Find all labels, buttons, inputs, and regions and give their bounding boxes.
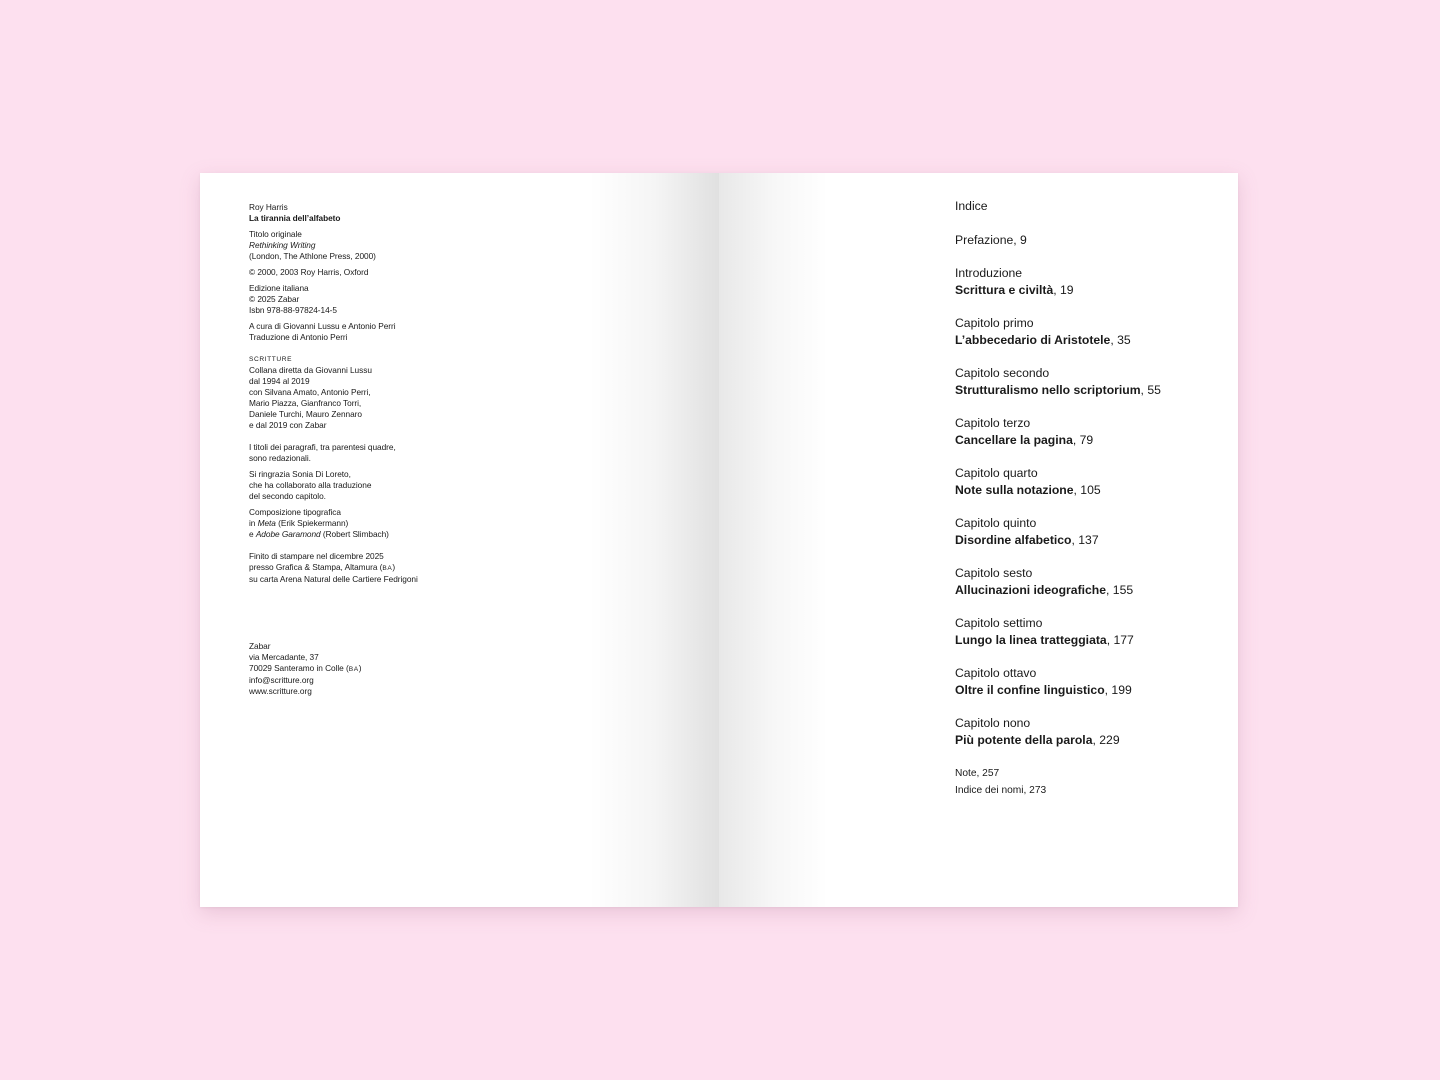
- chapter-label: Capitolo quinto: [955, 516, 1037, 530]
- colophon-text: [249, 202, 489, 696]
- toc-entry: [955, 715, 1215, 748]
- left-page-colophon: [200, 173, 719, 907]
- chapter-title: Allucinazioni ideografiche: [955, 582, 1107, 597]
- series-line: Mario Piazza, Gianfranco Torri,: [249, 398, 362, 408]
- thanks-line: del secondo capitolo.: [249, 491, 326, 501]
- chapter-label: Capitolo sesto: [955, 566, 1033, 580]
- series-line: Daniele Turchi, Mauro Zennaro: [249, 409, 362, 419]
- chapter-page: , 105: [1073, 482, 1101, 497]
- toc-entry: [955, 615, 1215, 648]
- toc-entry: [955, 465, 1215, 498]
- copyright-original-block: [249, 267, 489, 278]
- index-heading: Indice: [955, 199, 988, 213]
- typesetting-font-line: [249, 529, 489, 540]
- typesetting-label: Composizione tipografica: [249, 507, 341, 517]
- notes-entry: Note, 257: [955, 768, 1000, 779]
- province-code: BA: [348, 666, 359, 673]
- chapter-title-line: [955, 682, 1215, 699]
- original-title-label: Titolo originale: [249, 229, 302, 239]
- chapter-title-line: [955, 532, 1215, 549]
- chapter-title: L’abbecedario di Aristotele: [955, 332, 1111, 347]
- toc-entry: [955, 515, 1215, 548]
- typesetting-font-line: [249, 518, 489, 529]
- curators: A cura di Giovanni Lussu e Antonio Perri: [249, 321, 396, 331]
- series-line: con Silvana Amato, Antonio Perri,: [249, 387, 371, 397]
- printing-block: [249, 551, 489, 585]
- chapter-label: Capitolo primo: [955, 316, 1034, 330]
- chapter-title: Note sulla notazione: [955, 482, 1074, 497]
- chapter-page: , 229: [1092, 732, 1120, 747]
- chapter-label: Capitolo terzo: [955, 416, 1031, 430]
- toc-entry: [955, 315, 1215, 348]
- chapter-title-line: [955, 582, 1215, 599]
- printing-place: [249, 562, 489, 574]
- credits-block: [249, 321, 489, 343]
- original-title-block: [249, 229, 489, 262]
- series-line: dal 1994 al 2019: [249, 376, 310, 386]
- toc-entry: [955, 265, 1215, 298]
- chapter-label: Capitolo ottavo: [955, 666, 1037, 680]
- publisher-address: [249, 641, 361, 697]
- publisher-website: www.scritture.org: [249, 686, 312, 696]
- toc-entry: [955, 665, 1215, 698]
- city-text: 70029 Santeramo in Colle (: [249, 663, 349, 673]
- chapter-page: , 177: [1106, 632, 1134, 647]
- chapter-page: , 137: [1071, 532, 1099, 547]
- font-designer: (Erik Spiekermann): [275, 518, 349, 528]
- name-index-entry: Indice dei nomi, 273: [955, 785, 1047, 796]
- series-name: SCRITTURE: [249, 356, 293, 363]
- chapter-label: Capitolo quarto: [955, 466, 1038, 480]
- chapter-title-line: [955, 482, 1215, 499]
- author-title-block: [249, 202, 489, 224]
- chapter-label: Capitolo nono: [955, 716, 1031, 730]
- chapter-page: , 155: [1106, 582, 1134, 597]
- editorial-note-line: I titoli dei paragrafi, tra parentesi quadre,: [249, 442, 396, 452]
- chapter-title: Più potente della parola: [955, 732, 1093, 747]
- series-line: e dal 2019 con Zabar: [249, 420, 327, 430]
- closing-paren: ): [392, 562, 396, 572]
- back-matter: [955, 765, 1215, 799]
- publisher-street: via Mercadante, 37: [249, 652, 319, 662]
- isbn: Isbn 978-88-97824-14-5: [249, 305, 337, 315]
- chapter-page: , 199: [1104, 682, 1132, 697]
- typesetting-block: [249, 507, 489, 540]
- printing-place-text: presso Grafica & Stampa, Altamura (: [249, 562, 383, 572]
- copyright-original: © 2000, 2003 Roy Harris, Oxford: [249, 267, 369, 277]
- table-of-contents: [955, 198, 1215, 799]
- font-name-garamond: Adobe Garamond: [255, 529, 321, 539]
- series-block: [249, 354, 489, 431]
- chapter-title-line: [955, 282, 1215, 299]
- chapter-title-line: [955, 632, 1215, 649]
- thanks-line: che ha collaborato alla traduzione: [249, 480, 372, 490]
- chapter-page: , 19: [1053, 282, 1074, 297]
- publisher-email: info@scritture.org: [249, 675, 314, 685]
- publisher-name: Zabar: [249, 641, 271, 651]
- gutter-shadow: [589, 173, 719, 907]
- original-publisher: (London, The Athlone Press, 2000): [249, 251, 376, 261]
- italian-edition-block: [249, 283, 489, 316]
- italian-edition-label: Edizione italiana: [249, 283, 309, 293]
- gutter-shadow: [719, 173, 829, 907]
- toc-entry-preface: [955, 232, 1215, 249]
- preface-entry: Prefazione, 9: [955, 232, 1027, 247]
- chapter-title-line: [955, 432, 1215, 449]
- printing-paper: su carta Arena Natural delle Cartiere Fedrigoni: [249, 574, 418, 584]
- chapter-title-line: [955, 382, 1215, 399]
- chapter-page: , 35: [1110, 332, 1131, 347]
- toc-entry: [955, 415, 1215, 448]
- translation-credit: Traduzione di Antonio Perri: [249, 332, 348, 342]
- toc-entry: [955, 365, 1215, 398]
- publisher-city: [249, 663, 361, 675]
- font-designer: (Robert Slimbach): [320, 529, 389, 539]
- province-code: BA: [382, 565, 393, 572]
- open-book-spread: [200, 173, 1238, 907]
- thanks-block: [249, 469, 489, 502]
- closing-paren: ): [358, 663, 362, 673]
- chapter-title-line: [955, 332, 1215, 349]
- copyright-italian: © 2025 Zabar: [249, 294, 300, 304]
- chapter-label: Capitolo secondo: [955, 366, 1050, 380]
- chapter-title: Lungo la linea tratteggiata: [955, 632, 1107, 647]
- chapter-title: Oltre il confine linguistico: [955, 682, 1105, 697]
- chapter-title: Cancellare la pagina: [955, 432, 1073, 447]
- chapter-title: Disordine alfabetico: [955, 532, 1072, 547]
- series-line: Collana diretta da Giovanni Lussu: [249, 365, 372, 375]
- typesetting-prefix: e: [249, 529, 256, 539]
- editorial-note-block: [249, 442, 489, 464]
- chapter-title-line: [955, 732, 1215, 749]
- printing-date: Finito di stampare nel dicembre 2025: [249, 551, 384, 561]
- chapter-label: Introduzione: [955, 266, 1023, 280]
- chapter-page: , 79: [1072, 432, 1094, 447]
- toc-entry: [955, 565, 1215, 598]
- chapter-title: Strutturalismo nello scriptorium: [955, 382, 1141, 397]
- book-title: La tirannia dell’alfabeto: [249, 213, 341, 223]
- editorial-note-line: sono redazionali.: [249, 453, 311, 463]
- font-name-meta: Meta: [257, 518, 276, 528]
- chapter-page: , 55: [1140, 382, 1161, 397]
- author-name: Roy Harris: [249, 202, 288, 212]
- chapter-title: Scrittura e civiltà: [955, 282, 1054, 297]
- chapter-label: Capitolo settimo: [955, 616, 1043, 630]
- right-page-index: [719, 173, 1238, 907]
- thanks-line: Si ringrazia Sonia Di Loreto,: [249, 469, 351, 479]
- original-title: Rethinking Writing: [249, 240, 316, 250]
- typesetting-prefix: in: [249, 518, 258, 528]
